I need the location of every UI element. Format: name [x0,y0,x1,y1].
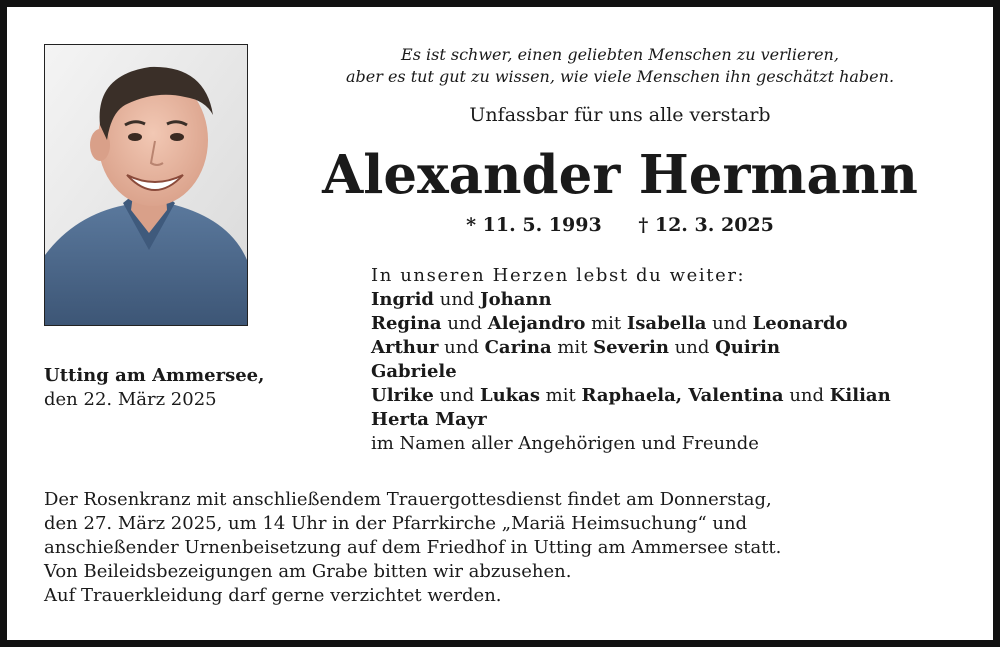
family-member-name: Raphaela, Valentina [581,385,784,406]
birth-date: * 11. 5. 1993 [466,214,602,236]
family-block [371,264,971,456]
notice-line: Auf Trauerkleidung darf gerne verzichtet werden. [44,585,502,606]
intro-text: Unfassbar für uns alle verstarb [469,104,771,126]
family-member-name: Gabriele [371,361,457,382]
family-member-name: Ingrid [371,289,434,310]
family-member-name: Johann [480,289,552,310]
family-member-line [371,384,971,408]
connector-text: und [706,313,753,334]
connector-text: und [668,337,716,358]
family-member-name: Isabella [626,313,707,334]
connector-text: mit [585,313,627,334]
connector-text: mit [551,337,594,358]
family-motto: In unseren Herzen lebst du weiter: [371,265,746,286]
family-member-name: Regina [371,313,442,334]
connector-text: mit [539,385,582,406]
memorial-quote [300,44,940,88]
connector-text: und [434,289,481,310]
notice-date: den 22. März 2025 [44,389,217,410]
deceased-name: Alexander Hermann [322,144,918,206]
connector-text: und [438,337,485,358]
family-members [371,288,971,432]
life-dates [300,212,940,238]
portrait-photo [44,44,248,326]
portrait-illustration [45,45,247,325]
connector-text: und [441,313,488,334]
family-member-name: Ulrike [371,385,434,406]
family-member-line [371,360,971,384]
funeral-notice [44,488,944,608]
notice-line: den 27. März 2025, um 14 Uhr in der Pfarrkirche „Mariä Heimsuchung“ und [44,513,748,534]
family-member-name: Quirin [715,337,781,358]
family-member-name: Alejandro [487,313,586,334]
family-member-line [371,408,971,432]
family-member-name: Herta Mayr [371,409,487,430]
notice-line: anschießender Urnenbeisetzung auf dem Friedhof in Utting am Ammersee statt. [44,537,782,558]
family-member-name: Arthur [371,337,439,358]
family-member-name: Severin [593,337,669,358]
family-member-name: Leonardo [752,313,848,334]
family-member-line [371,312,971,336]
town: Utting am Ammersee, [44,365,265,386]
family-closing: im Namen aller Angehörigen und Freunde [371,433,759,454]
family-member-line [371,288,971,312]
connector-text: und [783,385,830,406]
family-member-name: Kilian [829,385,891,406]
notice-line: Von Beileidsbezeigungen am Grabe bitten wir abzusehen. [44,561,572,582]
family-member-line [371,336,971,360]
family-member-name: Lukas [479,385,540,406]
quote-line-2: aber es tut gut zu wissen, wie viele Menschen ihn geschätzt haben. [345,67,895,86]
connector-text: und [433,385,480,406]
place-and-date [44,364,264,412]
family-member-name: Carina [484,337,552,358]
quote-line-1: Es ist schwer, einen geliebten Menschen zu verlieren, [401,45,839,64]
notice-line: Der Rosenkranz mit anschließendem Trauergottesdienst findet am Donnerstag, [44,489,772,510]
death-date: † 12. 3. 2025 [638,214,774,236]
